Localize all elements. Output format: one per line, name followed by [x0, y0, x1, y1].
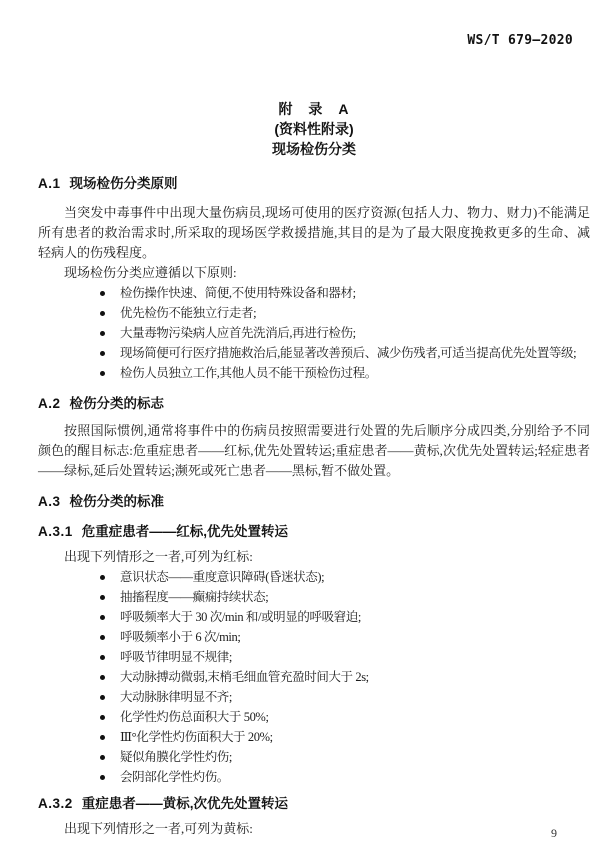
section-a31-title: 危重症患者——红标,优先处置转运 [81, 524, 289, 539]
appendix-title-block [38, 99, 590, 159]
list-item: 化学性灼伤总面积大于 50%; [38, 707, 590, 727]
section-a1-number: A.1 [38, 176, 61, 191]
list-item: 呼吸频率小于 6 次/min; [38, 627, 590, 647]
document-body [38, 99, 590, 839]
list-item: 检伤人员独立工作,其他人员不能干预检伤过程。 [38, 363, 590, 383]
section-a32-leadin: 出现下列情形之一者,可列为黄标: [64, 821, 253, 836]
section-a31-bullet-list [38, 567, 590, 787]
document-header [0, 0, 606, 49]
section-a31-number: A.3.1 [38, 524, 73, 539]
section-a1-paragraph: 当突发中毒事件中出现大量伤病员,现场可使用的医疗资源(包括人力、物力、财力)不能满足所有患者的救治需求时,所采取的现场医学救援措施,其目的是为了最大限度挽救更多的生命、减轻病人的伤残程度。 [38, 205, 590, 260]
section-a2-number: A.2 [38, 396, 61, 411]
appendix-title-line2: (资料性附录) [274, 121, 354, 137]
section-a1-title: 现场检伤分类原则 [69, 176, 178, 191]
section-a1-heading [38, 175, 590, 193]
list-item: 意识状态——重度意识障碍(昏迷状态); [38, 567, 590, 587]
list-item: 现场简便可行医疗措施救治后,能显著改善预后、减少伤残者,可适当提高优先处置等级; [38, 343, 590, 363]
list-item: Ⅲ°化学性灼伤面积大于 20%; [38, 727, 590, 747]
section-a31-heading [38, 523, 590, 541]
section-a2-paragraph: 按照国际惯例,通常将事件中的伤病员按照需要进行处置的先后顺序分成四类,分别给予不同颜色的醒目标志:危重症患者——红标,优先处置转运;重症患者——黄标,次优先处置转运;轻症患者——绿标,延后处置转运;濒死或死亡患者——黑标,暂不做处置。 [38, 423, 590, 478]
list-item: 抽搐程度——癫痫持续状态; [38, 587, 590, 607]
list-item: 会阴部化学性灼伤。 [38, 767, 590, 787]
appendix-title-line1: 附 录 A [278, 101, 350, 117]
section-a3-title: 检伤分类的标准 [69, 494, 165, 509]
section-a32-number: A.3.2 [38, 796, 73, 811]
list-item: 呼吸频率大于 30 次/min 和/或明显的呼吸窘迫; [38, 607, 590, 627]
list-item: 疑似角膜化学性灼伤; [38, 747, 590, 767]
page-number: 9 [551, 826, 557, 840]
list-item: 大量毒物污染病人应首先洗消后,再进行检伤; [38, 323, 590, 343]
section-a1-leadin: 现场检伤分类应遵循以下原则: [64, 265, 237, 280]
list-item: 大动脉脉律明显不齐; [38, 687, 590, 707]
section-a31-leadin: 出现下列情形之一者,可列为红标: [64, 549, 253, 564]
section-a3-heading [38, 493, 590, 511]
list-item: 优先检伤不能独立行走者; [38, 303, 590, 323]
list-item: 大动脉搏动微弱,末梢毛细血管充盈时间大于 2s; [38, 667, 590, 687]
appendix-title-line3: 现场检伤分类 [272, 141, 356, 157]
section-a1-bullet-list [38, 283, 590, 383]
list-item: 呼吸节律明显不规律; [38, 647, 590, 667]
section-a32-title: 重症患者——黄标,次优先处置转运 [81, 796, 289, 811]
standard-code: WS/T 679—2020 [467, 33, 573, 48]
section-a3-number: A.3 [38, 494, 61, 509]
section-a2-heading [38, 395, 590, 413]
list-item: 检伤操作快速、简便,不使用特殊设备和器材; [38, 283, 590, 303]
section-a2-title: 检伤分类的标志 [69, 396, 165, 411]
section-a32-heading [38, 795, 590, 813]
